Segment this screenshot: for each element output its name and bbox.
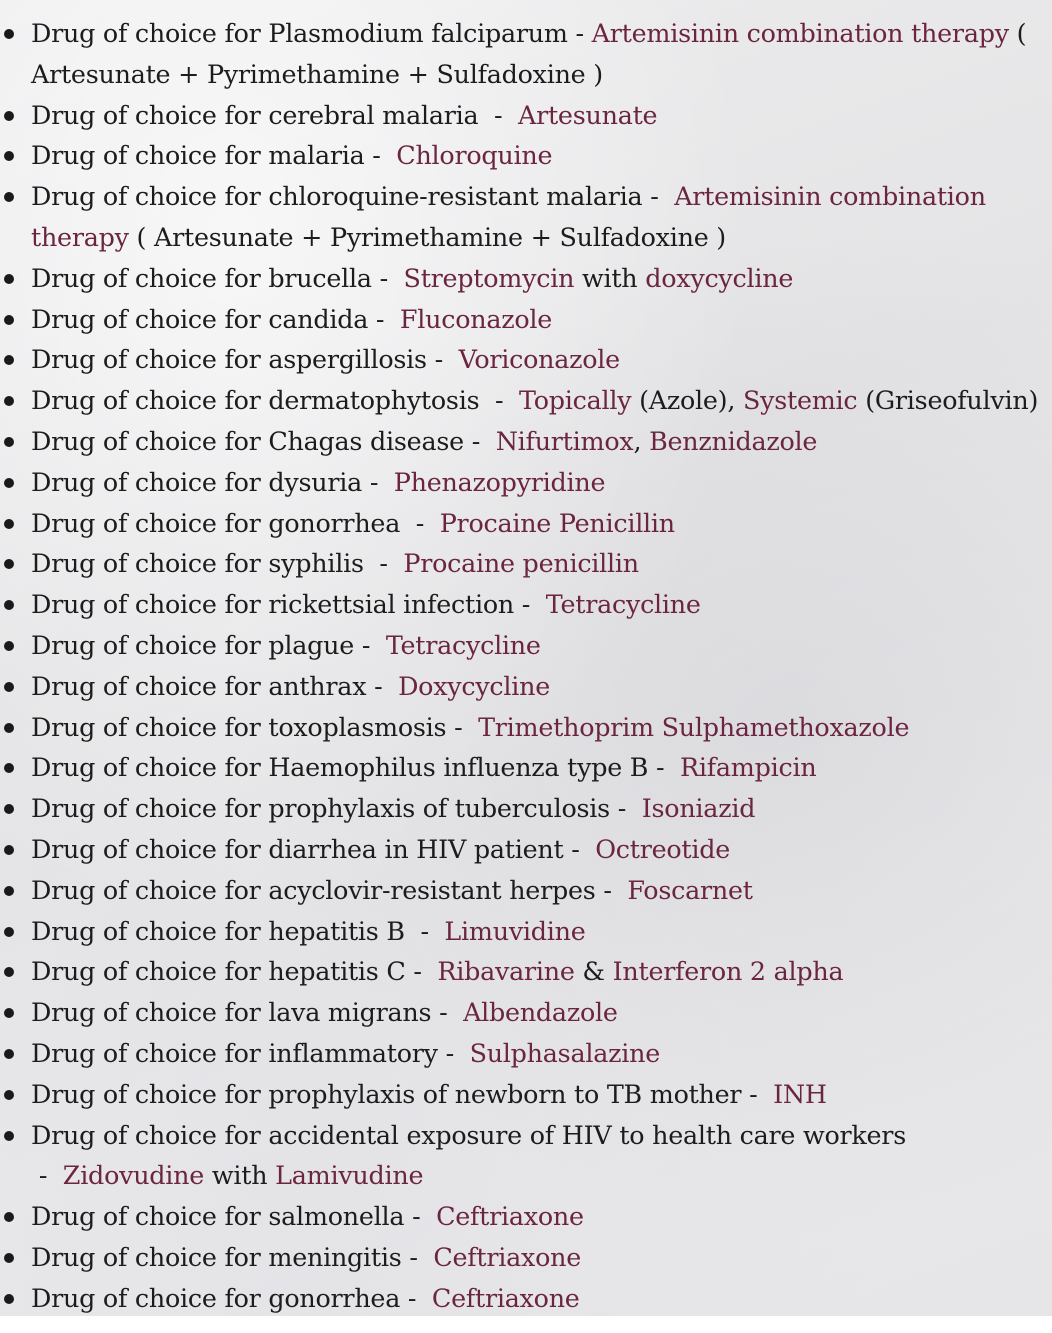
drug-note: (Griseofulvin)	[857, 385, 1039, 416]
list-item	[0, 543, 1052, 584]
list-item	[0, 625, 1052, 666]
list-item	[0, 788, 1052, 829]
bullet-icon	[4, 967, 14, 977]
list-item	[0, 870, 1052, 911]
separator: -	[371, 262, 404, 293]
separator: -	[563, 833, 596, 864]
drug-name: Ceftriaxone	[433, 1241, 582, 1272]
bullet-icon	[4, 641, 14, 651]
separator: -	[354, 629, 386, 660]
bullet-icon	[4, 559, 14, 569]
separator: -	[405, 956, 438, 987]
drug-name: Zidovudine	[62, 1160, 205, 1191]
bullet-icon	[4, 315, 14, 325]
drug-note: with	[204, 1160, 276, 1191]
drug-name: Artesunate	[518, 99, 658, 130]
drug-name: Limuvidine	[444, 915, 586, 946]
drug-name: Systemic	[742, 385, 858, 416]
list-item	[0, 584, 1052, 625]
drug-name: INH	[773, 1078, 827, 1109]
condition-label: Drug of choice for salmonella	[31, 1201, 405, 1232]
drug-name: Procaine Penicillin	[439, 507, 675, 538]
drug-name: Voriconazole	[458, 344, 620, 375]
list-item	[0, 951, 1052, 992]
condition-label: Drug of choice for accidental exposure of HIV to health care workers	[31, 1119, 906, 1150]
separator: -	[363, 548, 404, 579]
bullet-icon	[4, 804, 14, 814]
bullet-icon	[4, 1049, 14, 1059]
condition-label: Drug of choice for lava migrans	[31, 997, 432, 1028]
list-item	[0, 666, 1052, 707]
list-item	[0, 707, 1052, 748]
condition-label: Drug of choice for cerebral malaria	[31, 99, 479, 130]
bullet-icon	[4, 600, 14, 610]
list-item	[0, 176, 1052, 258]
separator: -	[642, 181, 675, 212]
list-item	[0, 1115, 1052, 1197]
separator: -	[463, 425, 496, 456]
drug-name: Lamivudine	[275, 1160, 424, 1191]
separator: -	[366, 670, 399, 701]
drug-name: Phenazopyridine	[393, 466, 606, 497]
list-item	[0, 1278, 1052, 1316]
bullet-icon	[4, 723, 14, 733]
drug-name: Artemisinin combination therapy	[591, 18, 1009, 48]
separator: -	[362, 466, 394, 497]
separator: -	[426, 344, 459, 375]
list-item	[0, 95, 1052, 136]
bullet-icon	[4, 1294, 14, 1304]
list-item	[0, 992, 1052, 1033]
separator: -	[478, 99, 518, 130]
bullet-icon	[4, 355, 14, 365]
drug-name: Artemisinin combination therapy	[31, 181, 986, 252]
drug-name: Topically	[518, 385, 632, 416]
drug-name: Streptomycin	[403, 262, 575, 293]
bullet-icon	[4, 151, 14, 161]
list-item	[0, 911, 1052, 952]
drug-note: ,	[633, 425, 650, 456]
drug-name: Trimethoprim Sulphamethoxazole	[478, 711, 910, 742]
drug-name: Sulphasalazine	[469, 1037, 660, 1068]
bullet-icon	[4, 396, 14, 406]
drug-name: Rifampicin	[680, 752, 817, 783]
condition-label: Drug of choice for hepatitis B	[31, 915, 405, 946]
bullet-icon	[4, 274, 14, 284]
condition-label: Drug of choice for Haemophilus influenza type B	[31, 752, 649, 783]
drug-note: ( Artesunate + Pyrimethamine + Sulfadoxine )	[31, 18, 1027, 89]
list-item	[0, 258, 1052, 299]
list-item	[0, 1237, 1052, 1278]
drug-name: Isoniazid	[641, 793, 756, 824]
condition-label: Drug of choice for Chagas disease	[31, 425, 464, 456]
drug-name: Octreotide	[595, 833, 731, 864]
list-item	[0, 829, 1052, 870]
list-item	[0, 135, 1052, 176]
separator: -	[364, 140, 397, 171]
separator: -	[648, 752, 680, 783]
drug-name: Tetracycline	[385, 629, 541, 660]
drug-name: Interferon 2 alpha	[612, 956, 844, 987]
separator: -	[401, 1241, 434, 1272]
bullet-icon	[4, 111, 14, 121]
separator: -	[431, 997, 464, 1028]
bullet-icon	[4, 1212, 14, 1222]
drug-name: Procaine penicillin	[403, 548, 639, 579]
condition-label: Drug of choice for prophylaxis of tuberculosis	[31, 793, 610, 824]
separator: -	[609, 793, 642, 824]
list-item	[0, 13, 1052, 95]
condition-label: Drug of choice for prophylaxis of newborn to TB mother	[31, 1078, 742, 1109]
separator: -	[479, 385, 519, 416]
separator: -	[368, 303, 400, 334]
condition-label: Drug of choice for anthrax	[31, 670, 367, 701]
condition-label: Drug of choice for gonorrhea	[31, 1282, 401, 1313]
condition-label: Drug of choice for chloroquine-resistant malaria	[31, 181, 643, 212]
drug-name: Ceftriaxone	[436, 1201, 584, 1232]
list-item	[0, 747, 1052, 788]
condition-label: Drug of choice for syphilis	[31, 548, 364, 579]
drug-name: Fluconazole	[399, 303, 553, 334]
condition-label: Drug of choice for acyclovir-resistant herpes	[31, 874, 596, 905]
drug-name: Benznidazole	[649, 425, 818, 456]
drug-name: Foscarnet	[627, 874, 753, 905]
drug-name: Chloroquine	[396, 140, 553, 171]
list-item	[0, 1196, 1052, 1237]
separator: -	[437, 1037, 470, 1068]
separator: -	[567, 18, 592, 48]
bottom-margin	[0, 1316, 1052, 1333]
bullet-icon	[4, 478, 14, 488]
drug-note: (Azole),	[631, 385, 743, 416]
separator: -	[400, 1282, 432, 1313]
list-item	[0, 503, 1052, 544]
condition-label: Drug of choice for rickettsial infection	[31, 589, 514, 620]
condition-label: Drug of choice for toxoplasmosis	[31, 711, 447, 742]
bullet-icon	[4, 1253, 14, 1263]
list-item	[0, 1033, 1052, 1074]
condition-label: Drug of choice for dysuria	[31, 466, 362, 497]
condition-label: Drug of choice for malaria	[31, 140, 365, 171]
condition-label: Drug of choice for hepatitis C	[31, 956, 406, 987]
condition-label: Drug of choice for meningitis	[31, 1241, 402, 1272]
separator: -	[400, 507, 440, 538]
separator: -	[446, 711, 479, 742]
bullet-icon	[4, 192, 14, 202]
condition-label: Drug of choice for gonorrhea	[31, 507, 401, 538]
condition-label: Drug of choice for plague	[31, 629, 355, 660]
list-item	[0, 299, 1052, 340]
drug-name: Albendazole	[463, 997, 618, 1028]
bullet-icon	[4, 1090, 14, 1100]
drug-note: with	[574, 262, 646, 293]
separator: -	[404, 1201, 437, 1232]
bullet-icon	[4, 437, 14, 447]
drug-name: Tetracycline	[545, 589, 701, 620]
separator: -	[595, 874, 628, 905]
bullet-icon	[4, 927, 14, 937]
list-item	[0, 339, 1052, 380]
condition-label: Drug of choice for aspergillosis	[31, 344, 427, 375]
bullet-icon	[4, 519, 14, 529]
drug-name: Doxycycline	[398, 670, 551, 701]
bullet-icon	[4, 886, 14, 896]
condition-label: Drug of choice for Plasmodium falciparum	[31, 18, 568, 48]
separator: -	[741, 1078, 774, 1109]
condition-label: Drug of choice for dermatophytosis	[31, 385, 480, 416]
list-item	[0, 421, 1052, 462]
bullet-icon	[4, 1131, 14, 1141]
drug-name: Ceftriaxone	[431, 1282, 580, 1313]
bullet-icon	[4, 763, 14, 773]
separator: -	[404, 915, 445, 946]
condition-label: Drug of choice for brucella	[31, 262, 372, 293]
bullet-icon	[4, 682, 14, 692]
drug-name: Nifurtimox	[495, 425, 634, 456]
drug-name: Ribavarine	[437, 956, 575, 987]
bullet-icon	[4, 1008, 14, 1018]
condition-label: Drug of choice for inflammatory	[31, 1037, 438, 1068]
list-item	[0, 1074, 1052, 1115]
separator: -	[513, 589, 546, 620]
bullet-icon	[4, 845, 14, 855]
condition-label: Drug of choice for candida	[31, 303, 369, 334]
list-item	[0, 462, 1052, 503]
drug-note: ( Artesunate + Pyrimethamine + Sulfadoxine )	[128, 221, 726, 252]
drug-note: &	[574, 956, 613, 987]
separator: -	[31, 1160, 63, 1191]
condition-label: Drug of choice for diarrhea in HIV patient	[31, 833, 564, 864]
list-item	[0, 380, 1052, 421]
bullet-icon	[4, 29, 14, 39]
drug-name: doxycycline	[645, 262, 794, 293]
